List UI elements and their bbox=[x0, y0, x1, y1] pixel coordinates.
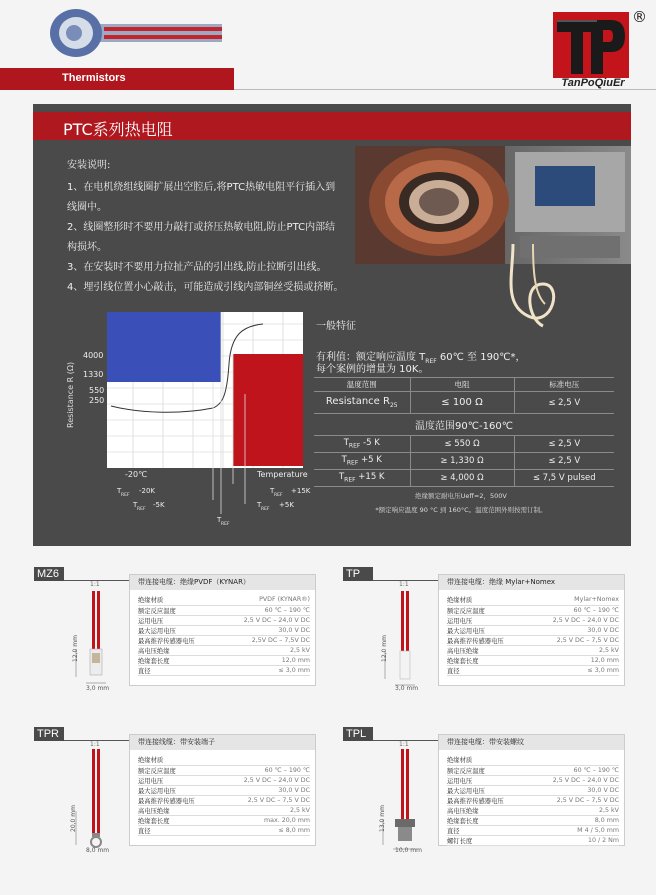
install-line: 4、埋引线位置小心敲击，可能造成引线内部铜丝受损或挤断。 bbox=[67, 282, 344, 293]
product-card-tp bbox=[343, 567, 625, 693]
page-header bbox=[0, 0, 656, 100]
spec-row: 高电压绝缘 2,5 kV bbox=[447, 806, 619, 815]
increment-note: 每个案例的增量为 10K。 bbox=[316, 364, 429, 375]
y-tick: 1330 bbox=[83, 370, 104, 379]
spec-row: 绝缘材质 bbox=[138, 755, 310, 765]
column-header: 标准电压 bbox=[514, 378, 614, 392]
spec-row: 额定反应温度 60 ℃ – 190 ℃ bbox=[447, 766, 619, 775]
y-tick: 550 bbox=[89, 386, 105, 395]
table-row: $T_{REF}$ -5 K ≤ 550 Ω ≤ 2,5 V bbox=[314, 436, 614, 453]
spec-row: 绝缘套长度 8,0 mm bbox=[447, 816, 619, 825]
low-temperature-zone bbox=[107, 312, 221, 382]
tpr-sensor-image bbox=[34, 741, 124, 853]
spec-table bbox=[314, 377, 614, 487]
tref-sub: REF bbox=[121, 493, 130, 498]
product-tag: TPR bbox=[34, 727, 64, 741]
spec-row: 运用电压 2,5 V DC – 24,0 V DC bbox=[138, 776, 310, 785]
spec-header: 带连接电缆：绝缘PVDF（KYNAR） bbox=[130, 575, 315, 590]
spec-row: 最高推荐传感器电压 2,5 V DC – 7,5 V DC bbox=[447, 796, 619, 805]
spec-row: 最大运用电压 30,0 V DC bbox=[138, 626, 310, 635]
install-line: 1、在电机绕组线圈扩展出空腔后,将PTC热敏电阻平行插入到 bbox=[67, 182, 336, 193]
height-dimension: 12,0 mm bbox=[71, 635, 79, 662]
column-header: 温度范围 bbox=[314, 378, 410, 392]
spec-row: 最高推荐传感器电压 2,5 V DC – 7,5 V DC bbox=[138, 796, 310, 805]
table-row: Resistance $R_{25}$ ≤ 100 Ω ≤ 2,5 V bbox=[314, 392, 614, 414]
mz6-sensor-image bbox=[34, 581, 124, 693]
product-tag: MZ6 bbox=[34, 567, 64, 581]
product-card-mz6 bbox=[34, 567, 316, 693]
y-tick: 250 bbox=[89, 396, 105, 405]
header-divider bbox=[234, 89, 656, 90]
install-line: 2、线圈整形时不要用力敲打或挤压热敏电阻,防止PTC内部结 bbox=[67, 222, 336, 233]
spec-row: 运用电压 2,5 V DC – 24,0 V DC bbox=[447, 776, 619, 785]
wire-loop-image bbox=[473, 244, 593, 334]
scale-label: 1:1 bbox=[399, 741, 409, 748]
tpl-sensor-image bbox=[343, 741, 433, 853]
panel-title-bar bbox=[33, 112, 631, 140]
install-line: 构损坏。 bbox=[67, 242, 107, 253]
insulation-footnote: 绝缘额定耐电压Ueff=2，500V bbox=[415, 492, 507, 500]
section-label: Thermistors bbox=[62, 72, 126, 84]
tref-sub: REF bbox=[221, 522, 230, 527]
x-axis-label: Temperature bbox=[257, 470, 308, 479]
page-title: PTC系列热电阻 bbox=[63, 120, 173, 139]
spec-row: 绝缘材质 PVDF (KYNAR®) bbox=[138, 596, 310, 605]
spec-row: 绝缘材质 Mylar+Nomex bbox=[447, 596, 619, 605]
spec-row: 运用电压 2,5 V DC – 24,0 V DC bbox=[447, 616, 619, 625]
height-dimension: 13,0 mm bbox=[378, 805, 386, 832]
offset-label: -5K bbox=[153, 501, 165, 509]
brand-logo-icon bbox=[553, 12, 629, 78]
spec-header: 带连接线缆：带安装端子 bbox=[130, 735, 315, 750]
install-heading: 安装说明: bbox=[67, 160, 111, 171]
tref-label: T bbox=[217, 516, 222, 524]
spec-row: 最高推荐传感器电压 2,5 V DC – 7,5 V DC bbox=[447, 636, 619, 645]
column-header: 电阻 bbox=[410, 378, 514, 392]
tref-sub: REF bbox=[274, 493, 283, 498]
product-tag: TPL bbox=[343, 727, 373, 741]
spec-row: 直径 ≤ 8,0 mm bbox=[138, 826, 310, 835]
spec-row: 绝缘材质 bbox=[447, 755, 619, 765]
y-tick: 4000 bbox=[83, 351, 104, 360]
spec-row: 绝缘套长度 12,0 mm bbox=[447, 656, 619, 665]
thermistor-sensor-icon bbox=[34, 6, 224, 60]
table-row: $T_{REF} +5$ K ≥ 1,330 Ω ≤ 2,5 V bbox=[314, 453, 614, 470]
general-features-title: 一般特征 bbox=[316, 321, 356, 332]
spec-list bbox=[138, 755, 310, 836]
registered-mark: ® bbox=[632, 8, 647, 26]
section-band bbox=[0, 68, 234, 90]
height-dimension: 20,0 mm bbox=[69, 805, 77, 832]
spec-row: 额定反应温度 60 ℃ – 190 ℃ bbox=[138, 766, 310, 775]
y-axis-label: Resistance R (Ω) bbox=[66, 361, 75, 428]
width-dimension: 8,0 mm bbox=[86, 847, 110, 854]
offset-label: +15K bbox=[291, 487, 311, 495]
table-row: 温度范围90℃-160℃ bbox=[314, 414, 614, 436]
product-card-tpr bbox=[34, 727, 316, 853]
install-line: 线圈中。 bbox=[67, 202, 107, 213]
x-label-left: -20℃ bbox=[125, 470, 148, 479]
spec-row: 额定反应温度 60 ℃ – 190 ℃ bbox=[138, 606, 310, 615]
install-line: 3、在安装时不要用力拉扯产品的引出线,防止拉断引出线。 bbox=[67, 262, 327, 273]
spec-row: 运用电压 2,5 V DC – 24,0 V DC bbox=[138, 616, 310, 625]
spec-row: 高电压绝缘 2,5 kV bbox=[138, 806, 310, 815]
spec-box bbox=[438, 734, 625, 846]
height-dimension: 12,0 mm bbox=[380, 635, 388, 662]
tref-label: T bbox=[270, 487, 275, 495]
high-temperature-zone bbox=[233, 354, 303, 466]
spec-row: 直径 M 4 / 5,0 mm bbox=[447, 826, 619, 835]
spec-box bbox=[438, 574, 625, 686]
spec-row: 最高推荐传感器电压 2,5V DC – 7,5V DC bbox=[138, 636, 310, 645]
spec-header: 带连接电缆：带安装螺纹 bbox=[439, 735, 624, 750]
width-dimension: 3,0 mm bbox=[86, 685, 110, 692]
scale-label: 1:1 bbox=[399, 581, 409, 588]
spec-row: 最大运用电压 30,0 V DC bbox=[447, 626, 619, 635]
table-header-row bbox=[314, 378, 614, 392]
spec-row: 螺钉长度 10 / 2 Nm bbox=[447, 836, 619, 845]
resistance-temperature-chart bbox=[63, 304, 323, 534]
tref-sub: REF bbox=[137, 507, 146, 512]
spec-list bbox=[138, 595, 310, 676]
scale-label: 1:1 bbox=[90, 581, 100, 588]
spec-list bbox=[447, 755, 619, 846]
scale-label: 1:1 bbox=[90, 741, 100, 748]
spec-list bbox=[447, 595, 619, 676]
tref-label: T bbox=[257, 501, 262, 509]
width-dimension: 3,0 mm bbox=[395, 685, 419, 692]
offset-label: -20K bbox=[139, 487, 156, 495]
tref-label: T bbox=[133, 501, 138, 509]
spec-row: 最大运用电压 30,0 V DC bbox=[447, 786, 619, 795]
temperature-footnote: *额定响应温度 90 °C 到 160°C。温度范围外则按需订制。 bbox=[375, 506, 547, 514]
spec-row: 直径 ≤ 3,0 mm bbox=[447, 666, 619, 675]
offset-label: +5K bbox=[279, 501, 294, 509]
spec-row: 绝缘套长度 max. 20,0 mm bbox=[138, 816, 310, 825]
tref-sub: REF bbox=[261, 507, 270, 512]
spec-row: 高电压绝缘 2,5 kV bbox=[447, 646, 619, 655]
spec-row: 最大运用电压 30,0 V DC bbox=[138, 786, 310, 795]
product-tag: TP bbox=[343, 567, 373, 581]
spec-row: 高电压绝缘 2,5 kV bbox=[138, 646, 310, 655]
spec-row: 绝缘套长度 12,0 mm bbox=[138, 656, 310, 665]
brand-name: TanPoQiuEr bbox=[561, 77, 625, 89]
spec-box bbox=[129, 734, 316, 846]
width-dimension: 10,0 mm bbox=[395, 847, 422, 854]
spec-header: 带连接电缆：绝缘 Mylar+Nomex bbox=[439, 575, 624, 590]
spec-row: 额定反应温度 60 ℃ – 190 ℃ bbox=[447, 606, 619, 615]
product-card-tpl bbox=[343, 727, 625, 853]
tref-label: T bbox=[117, 487, 122, 495]
spec-box bbox=[129, 574, 316, 686]
table-row: $T_{REF} +15$ K ≥ 4,000 Ω ≤ 7,5 V pulsed bbox=[314, 470, 614, 487]
spec-row: 直径 ≤ 3,0 mm bbox=[138, 666, 310, 675]
ptc-info-panel bbox=[33, 104, 631, 546]
tp-sensor-image bbox=[343, 581, 433, 693]
rated-temp-note: 有利值：额定响应温度 $T_{REF}$ 60℃ 至 190℃*， bbox=[316, 352, 526, 365]
